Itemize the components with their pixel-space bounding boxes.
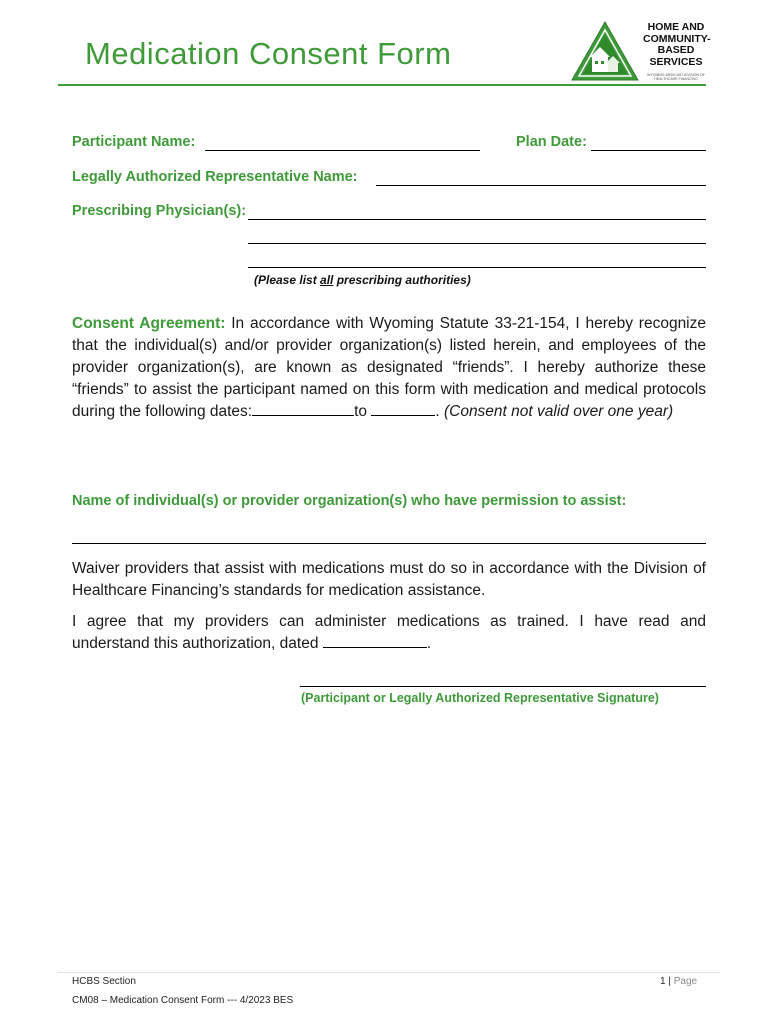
hcbs-logo-icon xyxy=(570,20,640,82)
permission-field[interactable] xyxy=(72,543,706,544)
signature-label: (Participant or Legally Authorized Representative Signature) xyxy=(301,691,659,705)
agreement-date-field[interactable] xyxy=(323,633,427,648)
consent-label: Consent Agreement: xyxy=(72,315,226,332)
participant-name-field[interactable] xyxy=(205,150,480,151)
participant-name-label: Participant Name: xyxy=(72,134,196,150)
permission-heading: Name of individual(s) or provider organization(s) who have permission to assist: xyxy=(72,493,627,509)
consent-start-date-field[interactable] xyxy=(252,401,354,416)
footer-doc-id: CM08 – Medication Consent Form --- 4/2023 BES xyxy=(72,995,294,1006)
consent-paragraph: Consent Agreement: In accordance with Wyoming Statute 33-21-154, I hereby recognize that the individual(s) and/or provider organization(s) listed herein, and employees of the provider organization(s), are known as designated “friends”. I hereby authorize these “friends” to assist the participant named on this form with medication and medical protocols during the following dates: to . (Consent not valid over one year) xyxy=(72,315,706,420)
consent-end-date-field[interactable] xyxy=(371,401,435,416)
plan-date-label: Plan Date: xyxy=(516,134,587,150)
logo-text: HOME AND COMMUNITY-BASED SERVICES xyxy=(643,21,711,68)
signature-field[interactable] xyxy=(300,686,706,687)
physician-label: Prescribing Physician(s): xyxy=(72,203,247,219)
footer-page-number: 1 | Page xyxy=(660,976,698,987)
lar-name-field[interactable] xyxy=(376,185,706,186)
lar-name-label: Legally Authorized Representative Name: xyxy=(72,169,358,185)
waiver-paragraph: Waiver providers that assist with medications must do so in accordance with the Division of Healthcare Financing’s standards for medication assistance. xyxy=(72,560,706,599)
logo-subtext: WYOMING MEDICAID DIVISION OF HEALTHCARE FINANCING xyxy=(647,73,705,81)
physician-field-2[interactable] xyxy=(248,243,706,244)
physician-field-1[interactable] xyxy=(248,219,706,220)
footer-divider xyxy=(58,972,720,973)
agreement-paragraph: I agree that my providers can administer medications as trained. I have read and understand this authorization, dated . xyxy=(72,613,706,652)
plan-date-field[interactable] xyxy=(591,150,706,151)
physician-field-3[interactable] xyxy=(248,267,706,268)
title-divider xyxy=(58,84,706,86)
physician-note: (Please list all prescribing authorities) xyxy=(254,273,471,287)
footer-section: HCBS Section xyxy=(72,976,136,987)
page-title: Medication Consent Form xyxy=(85,36,452,71)
